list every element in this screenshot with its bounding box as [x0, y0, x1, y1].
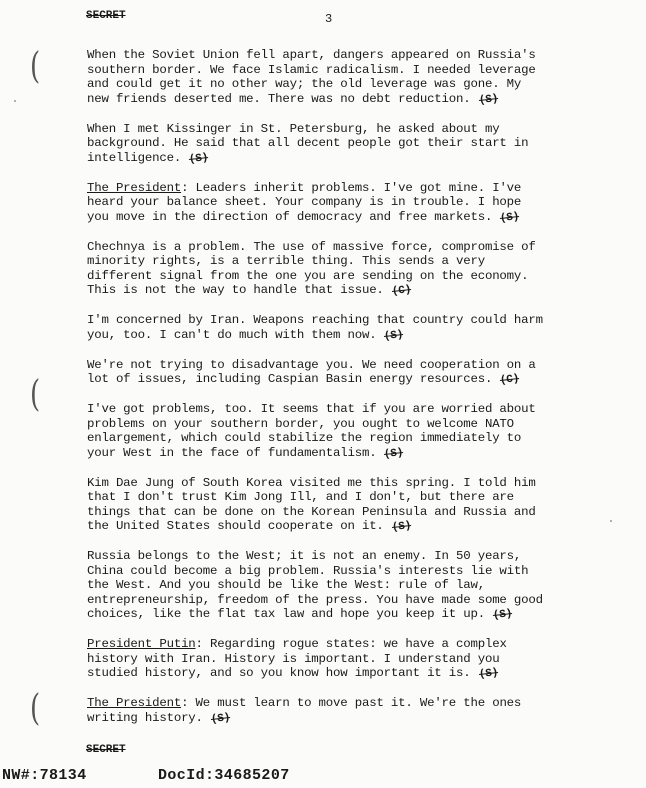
- memo-paragraph: [87, 313, 587, 343]
- classification-mark: (S): [188, 151, 209, 166]
- paragraph-text: : We must learn to move past it. We're the ones writing history.: [87, 696, 522, 725]
- margin-bracket: (: [30, 46, 41, 88]
- doc-id: DocId:34685207: [158, 767, 290, 784]
- memo-paragraph: [87, 240, 587, 299]
- paragraph-text: Chechnya is a problem. The use of massive force, compromise of minority rights, is a terrible thing. This sends a very different signal from the one you are sending on the economy. This is not the way to handle that issue.: [87, 239, 536, 297]
- paragraph-text: Kim Dae Jung of South Korea visited me this spring. I told him that I don't trust Kim Jong Ill, and I don't, but there are things that can be done on the Korean Peninsula and Russia and the United States should cooperate on it.: [87, 475, 536, 533]
- paragraph-text: We're not trying to disadvantage you. We need cooperation on a lot of issues, including Caspian Basin energy resources.: [87, 357, 536, 386]
- memo-paragraph: [87, 549, 587, 623]
- classification-mark: (S): [391, 520, 412, 534]
- memo-paragraph: [87, 122, 587, 167]
- nw-number: NW#:78134: [2, 767, 87, 784]
- margin-bracket: (: [30, 688, 41, 730]
- page-number: 3: [325, 12, 333, 26]
- paragraph-text: Russia belongs to the West; it is not an enemy. In 50 years, China could become a big problem. Russia's interests lie with the West. And you should be like the West: rule of law, entrepreneurship, freedom of the press. You have made some good choices, like the flat tax law and hope you keep it up.: [87, 549, 543, 621]
- classification-mark: (C): [499, 373, 520, 387]
- paragraph-text: When the Soviet Union fell apart, dangers appeared on Russia's southern border. We face Islamic radicalism. I needed leverage and could get it no other way; the old leverage was gone. My new friends deserted me. There was no debt reduction.: [87, 48, 536, 106]
- memo-paragraph: [87, 696, 587, 726]
- memo-paragraph: [87, 637, 587, 682]
- paragraph-text: : Leaders inherit problems. I've got mine. I've heard your balance sheet. Your company is in trouble. I hope you move in the direction of democracy and free markets.: [87, 180, 522, 224]
- speaker-label: The President: [87, 180, 182, 195]
- classification-mark: (S): [477, 667, 499, 681]
- classification-mark: (S): [210, 711, 231, 726]
- classification-mark: (S): [383, 446, 405, 461]
- classification-header: SECRET: [86, 10, 126, 22]
- memo-paragraph: [87, 48, 587, 107]
- memo-body: [87, 48, 587, 741]
- paragraph-text: I'm concerned by Iran. Weapons reaching that country could harm you, too. I can't do much with them now.: [87, 313, 543, 342]
- classification-mark: (S): [477, 92, 499, 107]
- memo-paragraph: [87, 402, 587, 461]
- classification-footer: SECRET: [86, 744, 126, 756]
- speaker-label: The President: [87, 696, 182, 710]
- paragraph-text: When I met Kissinger in St. Petersburg, he asked about my background. He said that all decent people got their start in intelligence.: [87, 121, 529, 165]
- speaker-label: President Putin: [87, 637, 196, 651]
- paragraph-text: : Regarding rogue states: we have a complex history with Iran. History is important. I understand you studied history, and so you know how important it is.: [87, 637, 507, 680]
- margin-bracket: (: [30, 374, 41, 416]
- classification-mark: (S): [492, 608, 513, 622]
- classification-mark: (C): [391, 284, 412, 298]
- memo-paragraph: [87, 476, 587, 535]
- classification-mark: (S): [383, 328, 405, 343]
- paragraph-text: I've got problems, too. It seems that if you are worried about problems on your southern border, you ought to welcome NATO enlargement, which could stabilize the region immediately to your West in the face of fundamentalism.: [87, 402, 536, 460]
- scan-speck: [610, 520, 612, 522]
- scan-speck: [14, 100, 16, 102]
- memo-paragraph: [87, 358, 587, 388]
- memo-paragraph: [87, 181, 587, 226]
- classification-mark: (S): [499, 210, 520, 225]
